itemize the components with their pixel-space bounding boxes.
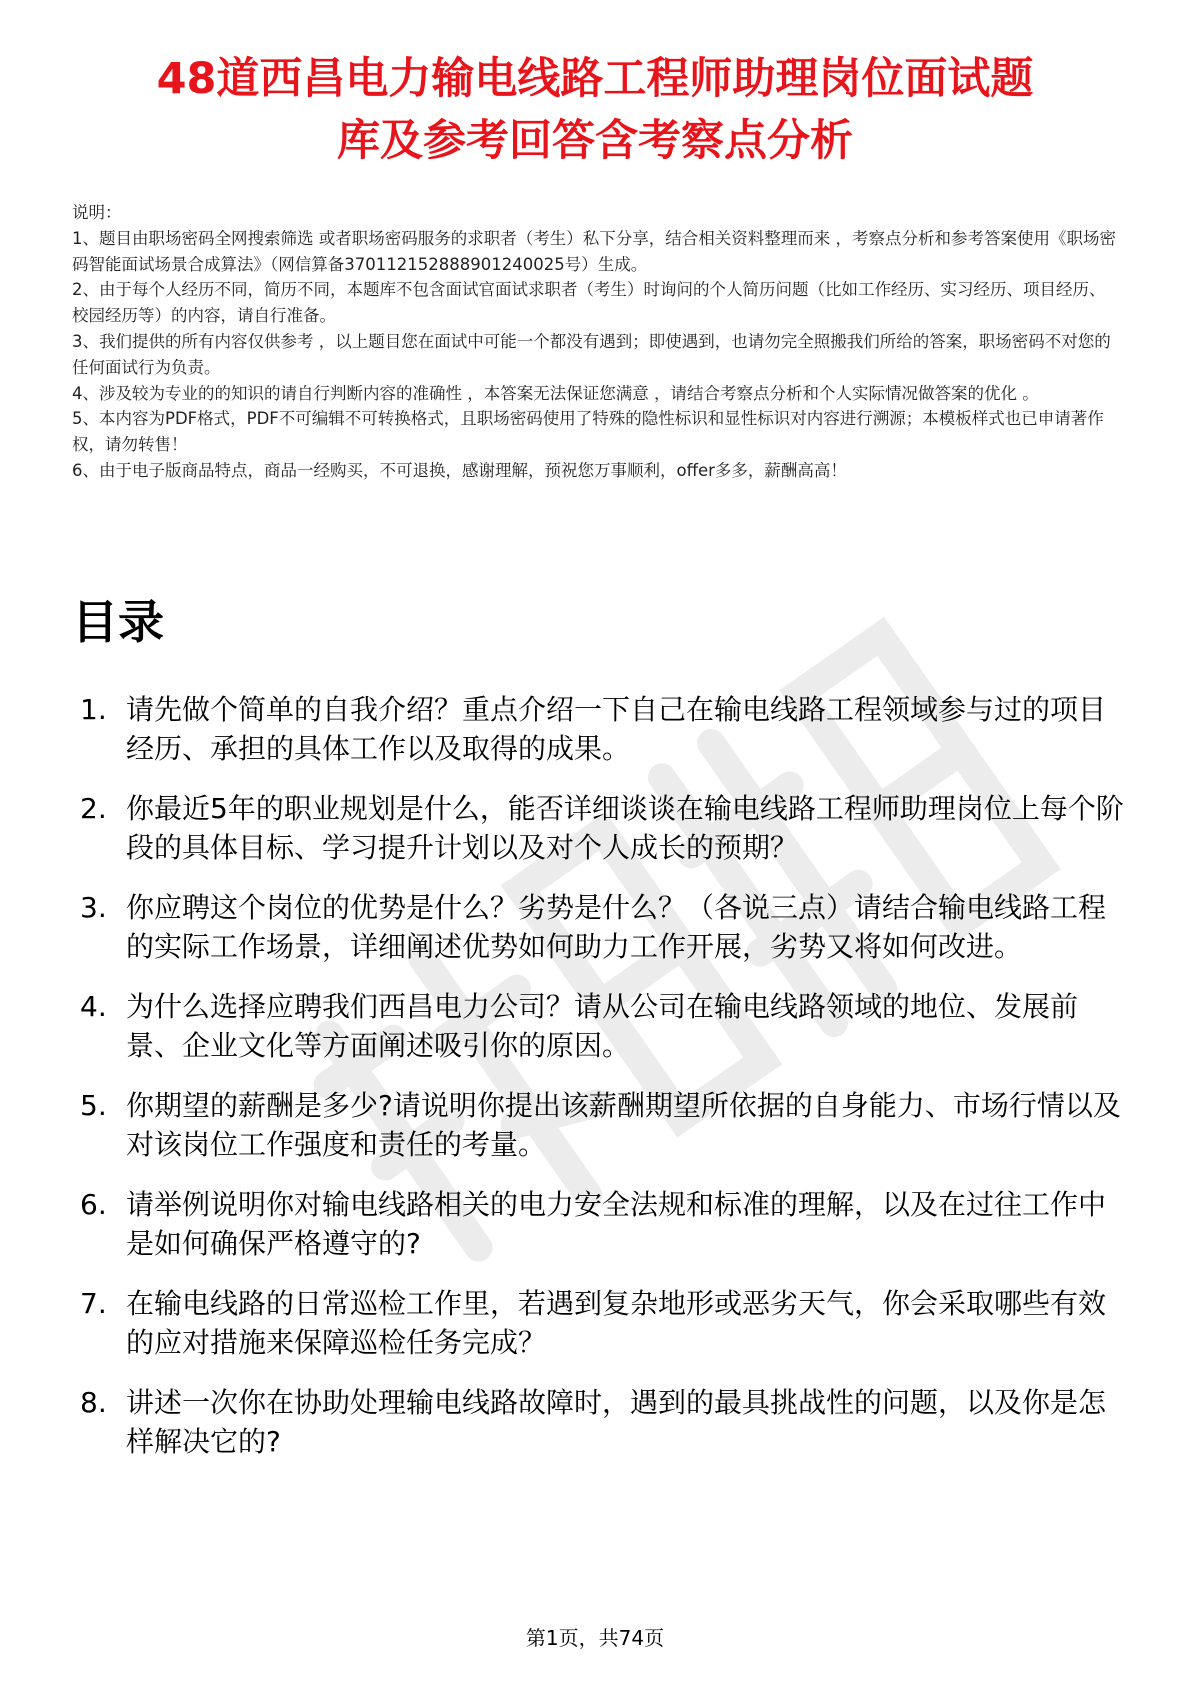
toc-item-number: 7. [80, 1287, 107, 1320]
toc-item-number: 3. [80, 891, 107, 924]
toc-item-text: 为什么选择应聘我们西昌电力公司？请从公司在输电线路领域的地位、发展前景、企业文化等方面阐述吸引你的原因。 [126, 990, 1079, 1062]
note-item: 5、本内容为PDF格式，PDF不可编辑不可转换格式，且职场密码使用了特殊的隐性标识和显性标识对内容进行溯源；本模板样式也已申请著作权，请勿转售！ [72, 409, 1104, 455]
notes-section [72, 200, 1120, 484]
toc-item-text: 你应聘这个岗位的优势是什么？劣势是什么？（各说三点）请结合输电线路工程的实际工作场景，详细阐述优势如何助力工作开展，劣势又将如何改进。 [126, 891, 1107, 963]
toc-list [72, 690, 1130, 1482]
toc-heading: 目录 [72, 595, 164, 649]
note-item: 3、我们提供的所有内容仅供参考 ，以上题目您在面试中可能一个都没有遇到；即使遇到，也请勿完全照搬我们所给的答案，职场密码不对您的任何面试行为负责。 [72, 331, 1111, 377]
toc-item-text: 你最近5年的职业规划是什么，能否详细谈谈在输电线路工程师助理岗位上每个阶段的具体目标、学习提升计划以及对个人成长的预期？ [126, 792, 1124, 864]
toc-item-text: 讲述一次你在协助处理输电线路故障时，遇到的最具挑战性的问题，以及你是怎样解决它的? [126, 1386, 1107, 1458]
toc-item[interactable] [72, 888, 1130, 966]
document-title [60, 48, 1130, 172]
toc-item-number: 2. [80, 792, 107, 825]
page-footer: 第1页，共74页 [525, 1626, 665, 1650]
note-item: 4、涉及较为专业的的知识的请自行判断内容的准确性 ，本答案无法保证您满意 ，请结合考察点分析和个人实际情况做答案的优化 。 [72, 383, 1039, 403]
toc-item-number: 5. [80, 1089, 107, 1122]
toc-item[interactable] [72, 987, 1130, 1065]
title-line-1: 48道西昌电力输电线路工程师助理岗位面试题 [156, 54, 1034, 104]
toc-item-number: 1. [80, 693, 107, 726]
toc-item[interactable] [72, 1383, 1130, 1461]
toc-item[interactable] [72, 1086, 1130, 1164]
toc-item-text: 请先做个简单的自我介绍？重点介绍一下自己在输电线路工程领域参与过的项目经历、承担的具体工作以及取得的成果。 [126, 693, 1107, 765]
notes-label: 说明： [72, 203, 122, 222]
toc-item[interactable] [72, 690, 1130, 768]
toc-item-text: 请举例说明你对输电线路相关的电力安全法规和标准的理解，以及在过往工作中是如何确保严格遵守的? [126, 1188, 1107, 1260]
toc-item-number: 8. [80, 1386, 107, 1419]
note-item: 2、由于每个人经历不同，简历不同，本题库不包含面试官面试求职者（考生）时询问的个人简历问题（比如工作经历、实习经历、项目经历、校园经历等）的内容，请自行准备。 [72, 280, 1106, 326]
toc-item-number: 4. [80, 990, 107, 1023]
toc-item[interactable] [72, 789, 1130, 867]
note-item: 6、由于电子版商品特点，商品一经购买，不可退换，感谢理解，预祝您万事顺利，offer多多，薪酬高高！ [72, 460, 847, 480]
toc-item-text: 在输电线路的日常巡检工作里，若遇到复杂地形或恶劣天气，你会采取哪些有效的应对措施来保障巡检任务完成？ [126, 1287, 1107, 1359]
toc-item-text: 你期望的薪酬是多少?请说明你提出该薪酬期望所依据的自身能力、市场行情以及对该岗位工作强度和责任的考量。 [126, 1089, 1121, 1161]
note-item: 1、题目由职场密码全网搜索筛选 或者职场密码服务的求职者（考生）私下分享，结合相关资料整理而来 ，考察点分析和参考答案使用《职场密码智能面试场景合成算法》（网信算备370112152888901240025号）生成。 [72, 228, 1116, 274]
title-line-2: 库及参考回答含考察点分析 [337, 116, 853, 166]
toc-item-number: 6. [80, 1188, 107, 1221]
toc-item[interactable] [72, 1185, 1130, 1263]
toc-item[interactable] [72, 1284, 1130, 1362]
